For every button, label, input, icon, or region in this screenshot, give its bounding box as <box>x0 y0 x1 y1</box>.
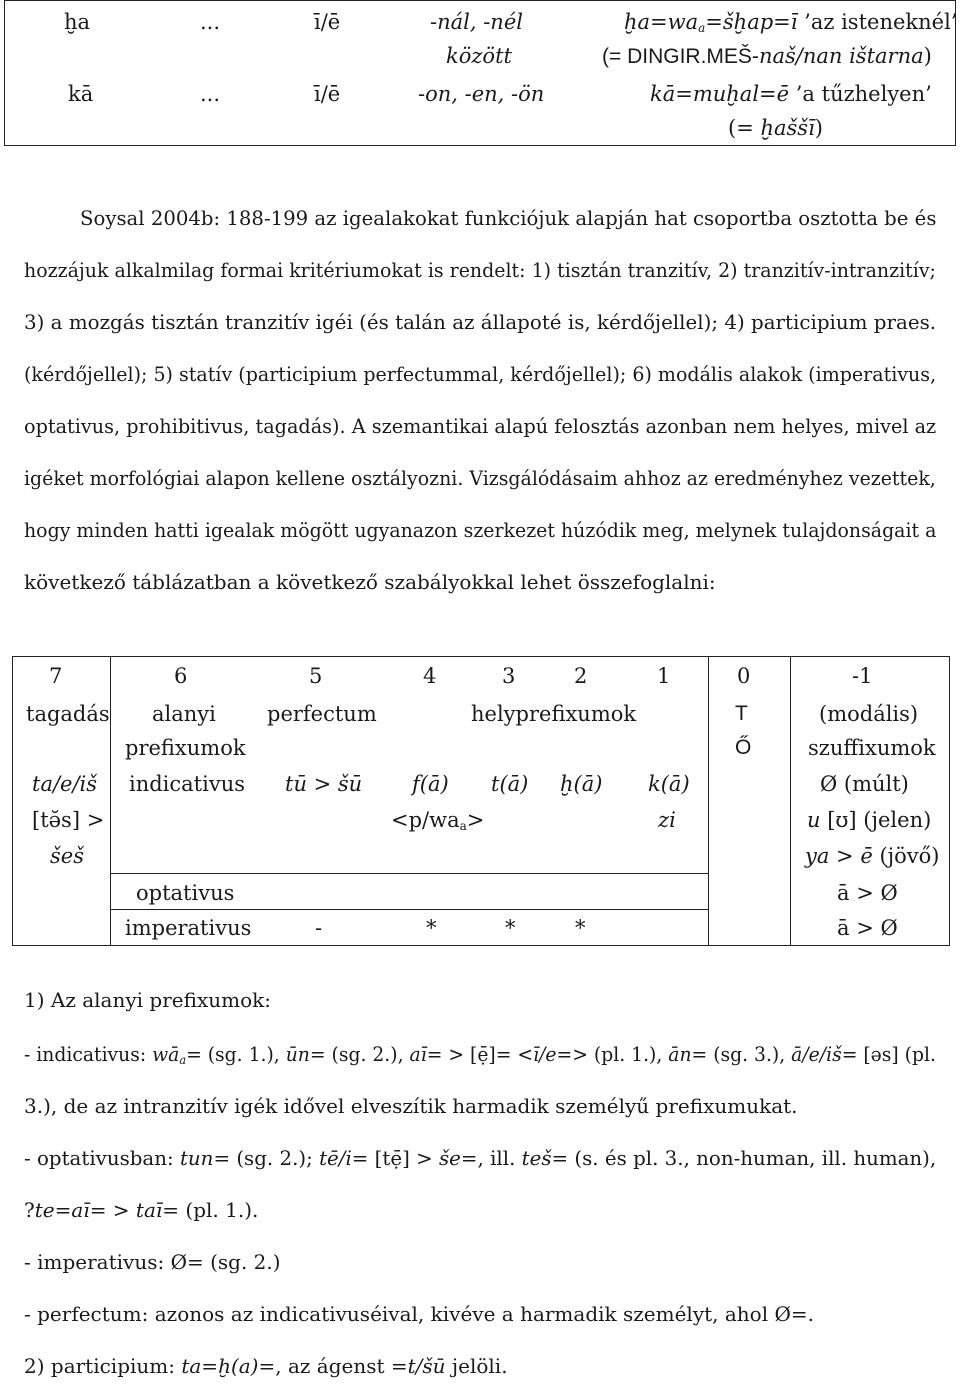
top-cell-example: kā=muḫal=ē ’a tűzhelyen’ <box>650 82 932 106</box>
note-line: ?te=aī= > taī= (pl. 1.). <box>24 1198 259 1222</box>
note-line: 2) participium: ta=ḫ(a)=, az ágenst =t/šū jelöli. <box>24 1354 508 1378</box>
note-line: 3.), de az intranzitív igék idővel elveszítik harmadik személyű prefixumukat. <box>24 1094 798 1118</box>
header-to: T <box>735 702 748 725</box>
slot-number: 7 <box>49 664 63 688</box>
suffix-mult: Ø (múlt) <box>820 772 909 796</box>
paragraph-line: optativus, prohibitivus, tagadás). A szemantikai alapú felosztás azonban nem helyes, mivel az <box>24 414 937 438</box>
imperativus-star: * <box>575 916 586 940</box>
header-helyprefixumok: helyprefixumok <box>471 702 637 726</box>
negation-form: ta/e/iš <box>32 772 98 796</box>
mood-imperativus: imperativus <box>125 916 252 940</box>
local-prefix-h: ḫ(ā) <box>560 772 603 796</box>
header-tagadas: tagadás <box>26 702 110 726</box>
slot-number: 5 <box>309 664 323 688</box>
header-modalis-2: szuffixumok <box>808 736 936 760</box>
note-line: - indicativus: $wā_a= (sg$. 1.), ūn= (sg. 2.), aī= > [ẹ̄]= <ī/e=> (pl. 1.), ān= (sg. 3.), ā/e/iš= [əs] (pl. <box>24 1042 936 1067</box>
top-cell-meaning: -on, -en, -ön <box>418 82 545 106</box>
top-cell-meaning-2: között <box>446 44 512 68</box>
column-divider <box>790 656 791 946</box>
note-heading: 1) Az alanyi prefixumok: <box>24 988 271 1012</box>
top-cell-example-2: (= ḫaššī) <box>728 116 823 140</box>
imperativus-star: * <box>505 916 516 940</box>
slot-number: 1 <box>657 664 671 688</box>
imperativus-perfect: - <box>315 916 323 940</box>
column-divider <box>110 656 111 946</box>
local-prefix-t: t(ā) <box>491 772 529 796</box>
local-prefix-pwa: $<p/wa_a>$ <box>391 808 485 833</box>
perfect-marker: tū > šū <box>285 772 363 796</box>
slot-number: 6 <box>174 664 188 688</box>
header-perfectum: perfectum <box>267 702 377 726</box>
suffix-jelen: u [ʊ] (jelen) <box>807 808 932 832</box>
column-divider <box>949 656 950 946</box>
paragraph-line: következő táblázatban a következő szabályokkal lehet összefoglalni: <box>24 570 716 594</box>
suffix-optativus: ā > Ø <box>837 881 898 905</box>
top-cell-prefix: ḫa <box>64 10 91 34</box>
top-table <box>4 0 956 146</box>
header-alanyi: alanyi <box>152 702 216 726</box>
table-border <box>12 656 950 657</box>
header-to-2: Ő <box>735 736 752 759</box>
imperativus-star: * <box>426 916 437 940</box>
paragraph-line: 3) a mozgás tisztán tranzitív igéi (és talán az állapoté is, kérdőjellel); 4) participium praes. <box>24 310 937 334</box>
slot-number: 3 <box>502 664 516 688</box>
table-border <box>12 945 950 946</box>
mood-indicativus: indicativus <box>129 772 246 796</box>
suffix-imperativus: ā > Ø <box>837 916 898 940</box>
header-alanyi-2: prefixumok <box>125 736 246 760</box>
paragraph-line: Soysal 2004b: 188-199 az igealakokat funkciójuk alapján hat csoportba osztotta be és <box>80 206 937 230</box>
note-line: - perfectum: azonos az indicativuséival, kivéve a harmadik személyt, ahol Ø=. <box>24 1302 814 1326</box>
negation-form-2: [tə̆s] > <box>32 808 105 832</box>
table-border <box>4 0 956 1</box>
paragraph-line: (kérdőjellel); 5) statív (participium perfectummal, kérdőjellel); 6) modális alakok (imperativus, <box>24 362 937 386</box>
top-cell-example-2: (= DINGIR.MEŠ-naš/nan ištarna) <box>602 44 932 68</box>
grammar-table <box>12 656 950 946</box>
column-divider <box>4 0 5 146</box>
header-modalis: (modális) <box>819 702 919 726</box>
column-divider <box>12 656 13 946</box>
top-cell-vowel: ī/ē <box>314 10 341 34</box>
top-cell-prefix: kā <box>68 82 94 106</box>
suffix-jovo: ya > ē (jövő) <box>805 844 940 868</box>
slot-number: 4 <box>423 664 437 688</box>
paragraph-line: hozzájuk alkalmilag formai kritériumokat is rendelt: 1) tisztán tranzitív, 2) tranzitív-intranzitív; <box>24 258 936 282</box>
top-cell-example: $ḫa=wa_a=šḫap=ī$ ’az isteneknél’ <box>624 10 958 35</box>
row-divider <box>110 909 708 910</box>
column-divider <box>708 656 709 946</box>
top-cell-meaning: -nál, -nél <box>430 10 523 34</box>
note-line: - imperativus: Ø= (sg. 2.) <box>24 1250 281 1274</box>
slot-number: 2 <box>574 664 588 688</box>
mood-optativus: optativus <box>136 881 235 905</box>
paragraph-line: hogy minden hatti igealak mögött ugyanazon szerkezet húzódik meg, melynek tulajdonságait a <box>24 518 937 542</box>
negation-form-3: šeš <box>50 844 84 868</box>
table-border <box>4 145 956 146</box>
top-cell-dots: ... <box>200 82 221 106</box>
local-prefix-k: k(ā) <box>648 772 690 796</box>
slot-number: -1 <box>852 664 873 688</box>
local-prefix-zi: zi <box>658 808 676 832</box>
local-prefix-f: f(ā) <box>412 772 449 796</box>
top-cell-vowel: ī/ē <box>314 82 341 106</box>
top-cell-dots: ... <box>200 10 221 34</box>
slot-number: 0 <box>737 664 751 688</box>
paragraph-line: igéket morfológiai alapon kellene osztályozni. Vizsgálódásaim ahhoz az eredményhez vezettek, <box>24 466 936 490</box>
row-divider <box>110 873 708 874</box>
note-line: - optativusban: tun= (sg. 2.); tē/i= [tẹ̄] > še=, ill. teš= (s. és pl. 3., non-human, ill. human), <box>24 1146 937 1170</box>
